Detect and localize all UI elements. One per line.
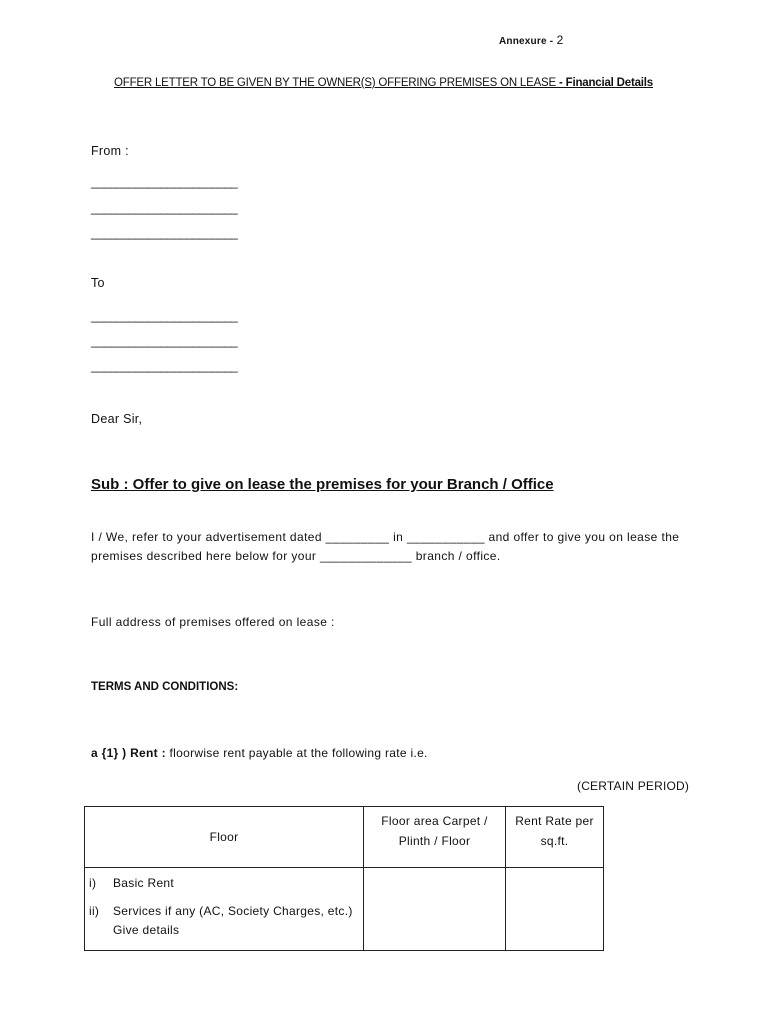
- item-number: ii): [89, 904, 100, 918]
- full-address-label: Full address of premises offered on lease :: [91, 615, 335, 629]
- period-label: (CERTAIN PERIOD): [577, 779, 690, 793]
- floor-area-header-line-1: Floor area Carpet /: [381, 814, 488, 828]
- body-line-1: I / We, refer to your advertisement dated _________ in ___________ and offer to give you on lease the: [91, 530, 680, 544]
- annexure-prefix: Annexure -: [499, 36, 554, 47]
- from-line-3: _______________________: [91, 226, 238, 240]
- item-text: Services if any (AC, Society Charges, etc.) Give details: [113, 904, 353, 937]
- title-main: OFFER LETTER TO BE GIVEN BY THE OWNER(S) OFFERING PREMISES ON LEASE: [114, 77, 556, 89]
- document-title: [114, 77, 653, 89]
- terms-heading: TERMS AND CONDITIONS:: [91, 681, 239, 693]
- to-line-2: _______________________: [91, 334, 238, 348]
- rent-rate-header-line-2: sq.ft.: [540, 834, 569, 848]
- from-label: From :: [91, 144, 129, 158]
- floor-header: Floor: [85, 807, 364, 868]
- body-line-2: premises described here below for your _____________ branch / office.: [91, 549, 501, 563]
- floor-area-header-line-2: Plinth / Floor: [398, 834, 471, 848]
- to-line-3: _______________________: [91, 359, 238, 373]
- item-text: Basic Rent: [113, 876, 175, 890]
- rent-items-cell: [85, 868, 364, 951]
- from-line-2: _______________________: [91, 201, 238, 215]
- floor-area-cell: [364, 868, 506, 951]
- rent-rate-header: [506, 807, 604, 868]
- to-label: To: [91, 276, 105, 290]
- annexure-label: [499, 33, 563, 47]
- salutation: Dear Sir,: [91, 412, 143, 426]
- list-item: [89, 902, 363, 940]
- from-line-1: _______________________: [91, 175, 238, 189]
- subject-line: Sub : Offer to give on lease the premises for your Branch / Office: [91, 476, 554, 493]
- table-row: [85, 868, 604, 951]
- floor-area-header: [364, 807, 506, 868]
- list-item: [89, 874, 363, 893]
- title-suffix: - Financial Details: [556, 77, 653, 89]
- rent-rate-table: [84, 806, 604, 951]
- annexure-number: 2: [553, 33, 564, 47]
- rent-rate-cell: [506, 868, 604, 951]
- rent-rate-header-line-1: Rent Rate per: [515, 814, 594, 828]
- rent-label: a {1} ) Rent :: [91, 746, 166, 760]
- rent-text: floorwise rent payable at the following rate i.e.: [165, 746, 428, 760]
- to-line-1: _______________________: [91, 309, 238, 323]
- rent-clause: [91, 746, 428, 760]
- table-header-row: [85, 807, 604, 868]
- item-number: i): [89, 876, 97, 890]
